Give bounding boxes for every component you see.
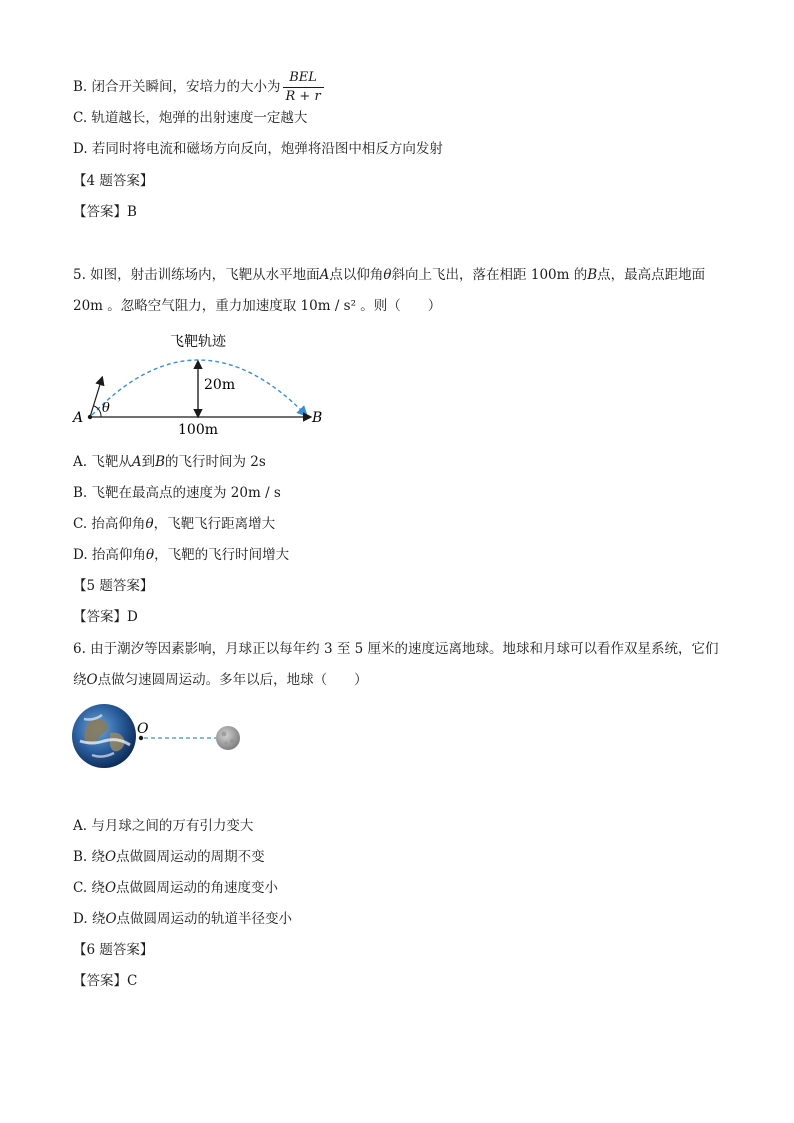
q5-option-c	[73, 514, 275, 534]
q5-stem-theta: θ	[383, 267, 392, 283]
moon-icon	[216, 726, 240, 750]
q6-option-c	[73, 878, 278, 898]
q5-option-c-theta: θ	[145, 516, 154, 532]
angle-label: θ	[102, 401, 110, 416]
point-a-label: A	[73, 410, 84, 426]
q5-stem-part: 点，最高点距地面 20m 。忽略空气阻力，重力加速度取 10m / s² 。则（ ）	[73, 267, 706, 314]
q5-option-b: B. 飞靶在最高点的速度为 20m / s	[73, 485, 281, 501]
q4-option-b	[73, 70, 324, 105]
q5-option-a-point-a: A	[131, 454, 142, 470]
q4-answer: 【答案】B	[73, 204, 137, 220]
trajectory-curve	[92, 360, 306, 415]
q5-stem	[73, 260, 723, 322]
point-a-dot	[88, 415, 92, 419]
q6-option-b-part: 点做圆周运动的周期不变	[116, 849, 265, 865]
q5-answer-tag: 【5 题答案】	[73, 578, 154, 594]
earth-icon	[72, 704, 136, 768]
q4-option-b-fraction	[283, 70, 324, 105]
q6-option-b	[73, 847, 265, 867]
q5-stem-point-a: A	[319, 267, 330, 283]
q4-option-d: D. 若同时将电流和磁场方向反向，炮弹将沿图中相反方向发射	[73, 141, 443, 157]
q5-option-a	[73, 452, 266, 472]
q5-option-a-part: A. 飞靶从	[73, 454, 132, 470]
q5-stem-part: 斜向上飞出，落在相距 100m 的	[391, 267, 588, 283]
q5-option-a-part: 的飞行时间为 2s	[165, 454, 266, 470]
trajectory-title: 飞靶轨迹	[170, 334, 226, 350]
q6-answer: 【答案】C	[73, 973, 138, 989]
q6-earth-moon-figure	[70, 703, 250, 773]
q6-option-d-point-o: O	[105, 911, 117, 927]
q4-option-b-text: B. 闭合开关瞬间，安培力的大小为	[73, 79, 281, 95]
q5-option-d-part: D. 抬高仰角	[73, 547, 146, 563]
distance-label: 100m	[178, 422, 218, 438]
point-o-label: O	[137, 721, 149, 737]
fraction-numerator: BEL	[283, 70, 324, 88]
q6-option-c-part: 点做圆周运动的角速度变小	[116, 880, 279, 896]
q5-option-d	[73, 545, 289, 565]
q5-stem-point-b: B	[587, 267, 598, 283]
q5-option-a-point-b: B	[155, 454, 166, 470]
q6-stem	[73, 634, 723, 696]
q6-stem-part: 6. 由于潮汐等因素影响，月球正以每年约 3 至 5 厘米的速度远离地球。地球和月球可以看作双星系统，它们绕	[73, 641, 719, 688]
q5-stem-part: 5. 如图，射击训练场内，飞靶从水平地面	[73, 267, 320, 283]
q6-option-b-part: B. 绕	[73, 849, 106, 865]
q6-stem-point-o: O	[86, 672, 98, 688]
q6-answer-tag: 【6 题答案】	[73, 942, 154, 958]
height-label: 20m	[204, 377, 236, 393]
q5-option-a-part: 到	[141, 454, 156, 470]
q6-option-b-point-o: O	[105, 849, 117, 865]
q6-option-c-part: C. 绕	[73, 880, 105, 896]
q6-stem-part: 点做匀速圆周运动。多年以后，地球（ ）	[97, 672, 368, 688]
q6-option-a: A. 与月球之间的万有引力变大	[73, 818, 254, 834]
q5-trajectory-figure	[70, 330, 340, 440]
q6-option-d-part: 点做圆周运动的轨道半径变小	[116, 911, 293, 927]
q5-option-d-theta: θ	[145, 547, 155, 563]
q6-option-c-point-o: O	[104, 880, 117, 896]
q5-stem-part: 点以仰角	[329, 267, 384, 283]
q5-answer: 【答案】D	[73, 609, 138, 625]
q6-option-d	[73, 909, 292, 929]
point-b-label: B	[312, 410, 323, 426]
q5-option-c-part: ，飞靶飞行距离增大	[153, 516, 276, 532]
q6-option-d-part: D. 绕	[73, 911, 106, 927]
q4-option-c: C. 轨道越长，炮弹的出射速度一定越大	[73, 110, 308, 126]
q5-option-c-part: C. 抬高仰角	[73, 516, 146, 532]
fraction-denominator: R + r	[285, 89, 321, 104]
q4-answer-tag: 【4 题答案】	[73, 173, 154, 189]
q5-option-d-part: ，飞靶的飞行时间增大	[154, 547, 290, 563]
